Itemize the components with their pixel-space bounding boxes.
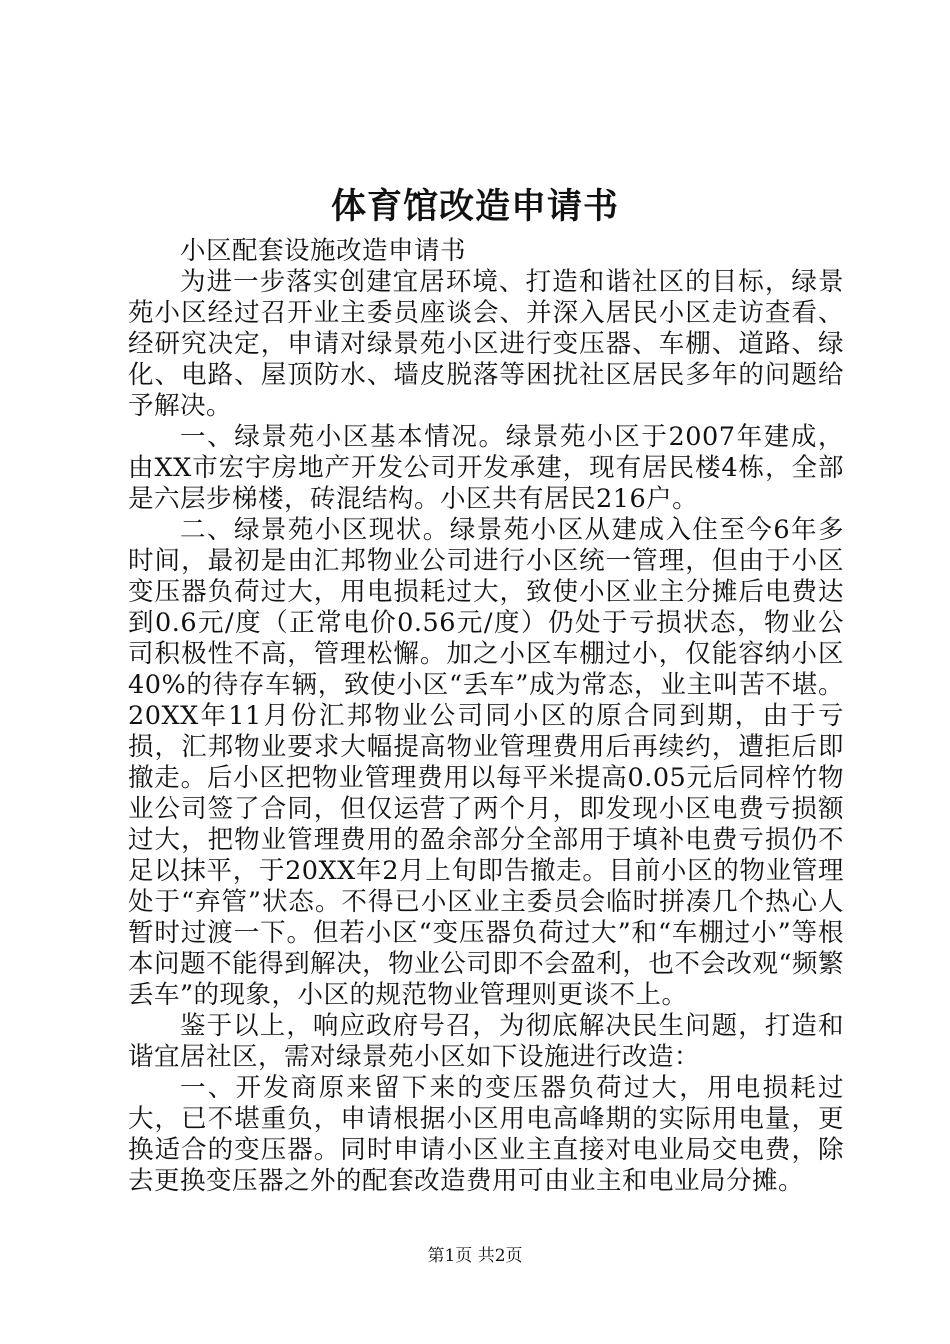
paragraph-basic-info: 一、绿景苑小区基本情况。绿景苑小区于2007年建成，由XX市宏宇房地产开发公司开发承建，现有居民楼4栋，全部是六层步梯楼，砖混结构。小区共有居民216户。	[128, 422, 844, 514]
document-body	[128, 236, 844, 1197]
paragraph-intro: 为进一步落实创建宜居环境、打造和谐社区的目标，绿景苑小区经过召开业主委员座谈会、并深入居民小区走访查看、经研究决定，申请对绿景苑小区进行变压器、车棚、道路、绿化、电路、屋顶防水、墙皮脱落等困扰社区居民多年的问题给予解决。	[128, 267, 844, 421]
paragraph-item-transformer: 一、开发商原来留下来的变压器负荷过大，用电损耗过大，已不堪重负，申请根据小区用电高峰期的实际用电量，更换适合的变压器。同时申请小区业主直接对电业局交电费，除去更换变压器之外的配套改造费用可由业主和电业局分摊。	[128, 1073, 844, 1196]
paragraph-subtitle: 小区配套设施改造申请书	[180, 236, 467, 266]
document-title: 体育馆改造申请书	[330, 186, 619, 227]
paragraph-current-status: 二、绿景苑小区现状。绿景苑小区从建成入住至今6年多时间，最初是由汇邦物业公司进行小区统一管理，但由于小区变压器负荷过大，用电损耗过大，致使小区业主分摊后电费达到0.6元/度（正常电价0.56元/度）仍处于亏损状态，物业公司积极性不高，管理松懈。加之小区车棚过小，仅能容纳小区40%的待存车辆，致使小区“丢车”成为常态，业主叫苦不堪。20XX年11月份汇邦物业公司同小区的原合同到期，由于亏损，汇邦物业要求大幅提高物业管理费用后再续约，遭拒后即撤走。后小区把物业管理费用以每平米提高0.05元后同梓竹物业公司签了合同，但仅运营了两个月，即发现小区电费亏损额过大，把物业管理费用的盈余部分全部用于填补电费亏损仍不足以抹平，于20XX年2月上旬即告撤走。目前小区的物业管理处于“弃管”状态。不得已小区业主委员会临时拼凑几个热心人暂时过渡一下。但若小区“变压器负荷过大”和“车棚过小”等根本问题不能得到解决，物业公司即不会盈利，也不会改观“频繁丢车”的现象，小区的规范物业管理则更谈不上。	[128, 515, 844, 1010]
page-footer: 第1页 共2页	[427, 1246, 523, 1266]
paragraph-response: 鉴于以上，响应政府号召，为彻底解决民生问题，打造和谐宜居社区，需对绿景苑小区如下设施进行改造：	[128, 1011, 844, 1072]
